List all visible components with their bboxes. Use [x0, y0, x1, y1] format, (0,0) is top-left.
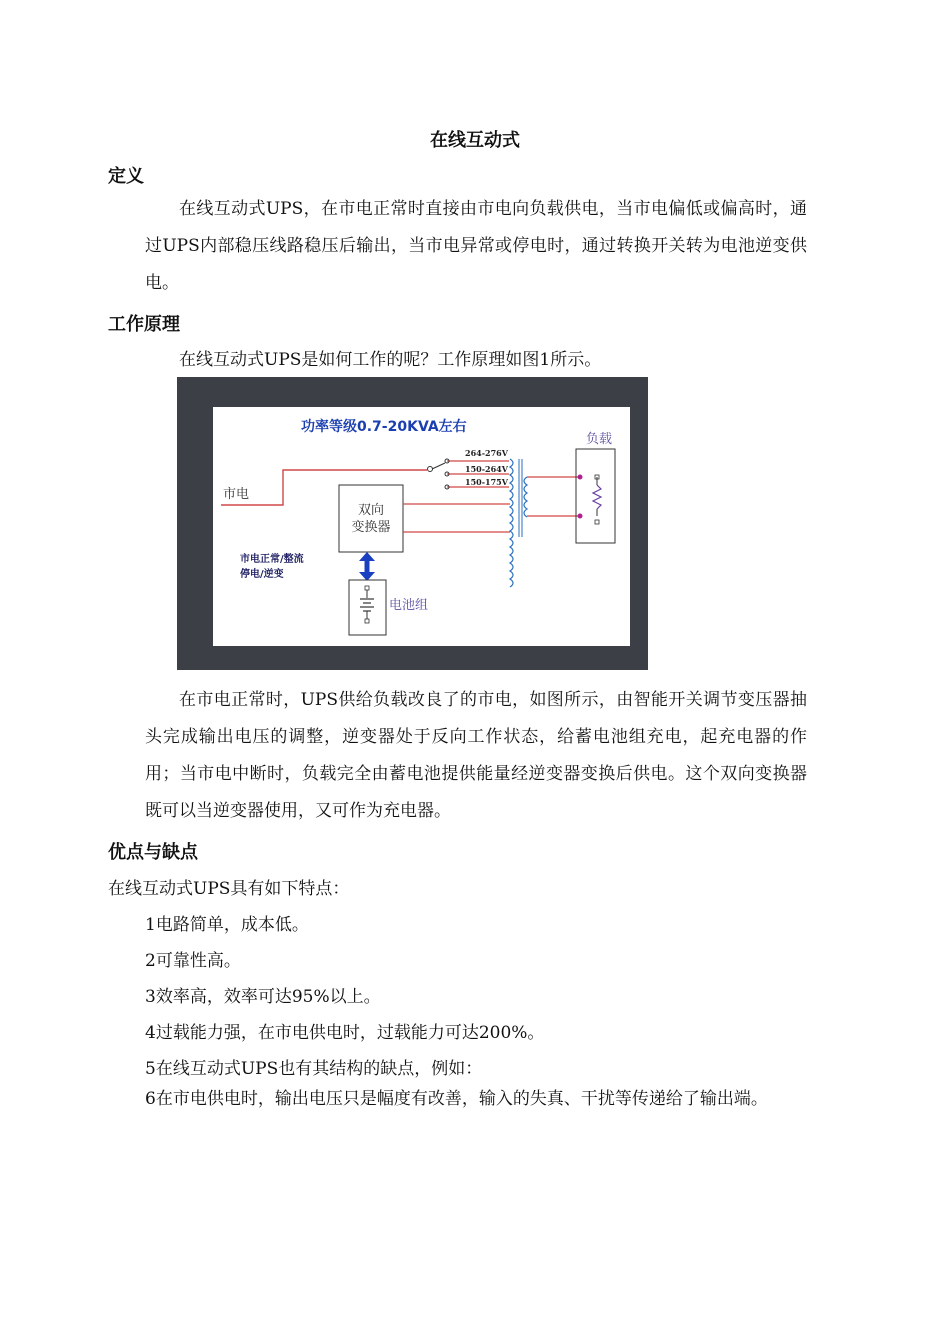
converter-label-line1: 双向	[357, 503, 385, 518]
feature-item-4: 4过载能力强，在市电供电时，过载能力可达200%。	[145, 1023, 545, 1043]
diagram-title: 功率等级0.7-20KVA左右	[301, 419, 467, 435]
section-heading-principle: 工作原理	[108, 314, 180, 335]
mode-note-outage: 停电/逆变	[240, 569, 284, 580]
ups-diagram-figure	[177, 377, 648, 670]
load-label: 负载	[586, 432, 613, 447]
feature-item-6: 6在市电供电时，输出电压只是幅度有改善，输入的失真、干扰等传递给了输出端。	[145, 1089, 768, 1109]
principle-intro: 在线互动式UPS是如何工作的呢？工作原理如图1所示。	[179, 350, 602, 370]
output-node-top	[578, 475, 583, 480]
principle-paragraph: 在市电正常时，UPS供给负载改良了的市电，如图所示，由智能开关调节变压器抽头完成输出电压的调整，逆变器处于反向工作状态，给蓄电池组充电，起充电器的作用；当市电中断时，负载完全由蓄电池提供能量经逆变器变换后供电。这个双向变换器既可以当逆变器使用，又可作为充电器。	[145, 690, 807, 821]
feature-item-1: 1电路简单，成本低。	[145, 915, 309, 935]
tap-label-1: 264-276V	[465, 448, 508, 458]
feature-item-3: 3效率高，效率可达95%以上。	[145, 987, 381, 1007]
feature-item-5: 5在线互动式UPS也有其结构的缺点，例如：	[145, 1059, 483, 1079]
section-heading-pros-cons: 优点与缺点	[108, 842, 198, 863]
mode-note-normal: 市电正常/整流	[240, 554, 304, 565]
tap-label-2: 150-264V	[465, 464, 508, 474]
tap-label-3: 150-175V	[465, 477, 508, 487]
definition-paragraph: 在线互动式UPS，在市电正常时直接由市电向负载供电，当市电偏低或偏高时，通过UPS内部稳压线路稳压后输出，当市电异常或停电时，通过转换开关转为电池逆变供电。	[145, 199, 807, 293]
output-node-bottom	[578, 514, 583, 519]
converter-box	[339, 485, 403, 552]
pros-cons-intro: 在线互动式UPS具有如下特点：	[108, 879, 350, 899]
ups-diagram	[177, 377, 648, 670]
page-title: 在线互动式	[430, 130, 520, 151]
mains-label: 市电	[223, 487, 250, 502]
battery-label: 电池组	[389, 598, 429, 613]
converter-label-line2: 变换器	[351, 520, 391, 535]
section-heading-definition: 定义	[108, 166, 144, 187]
feature-item-2: 2可靠性高。	[145, 951, 241, 971]
